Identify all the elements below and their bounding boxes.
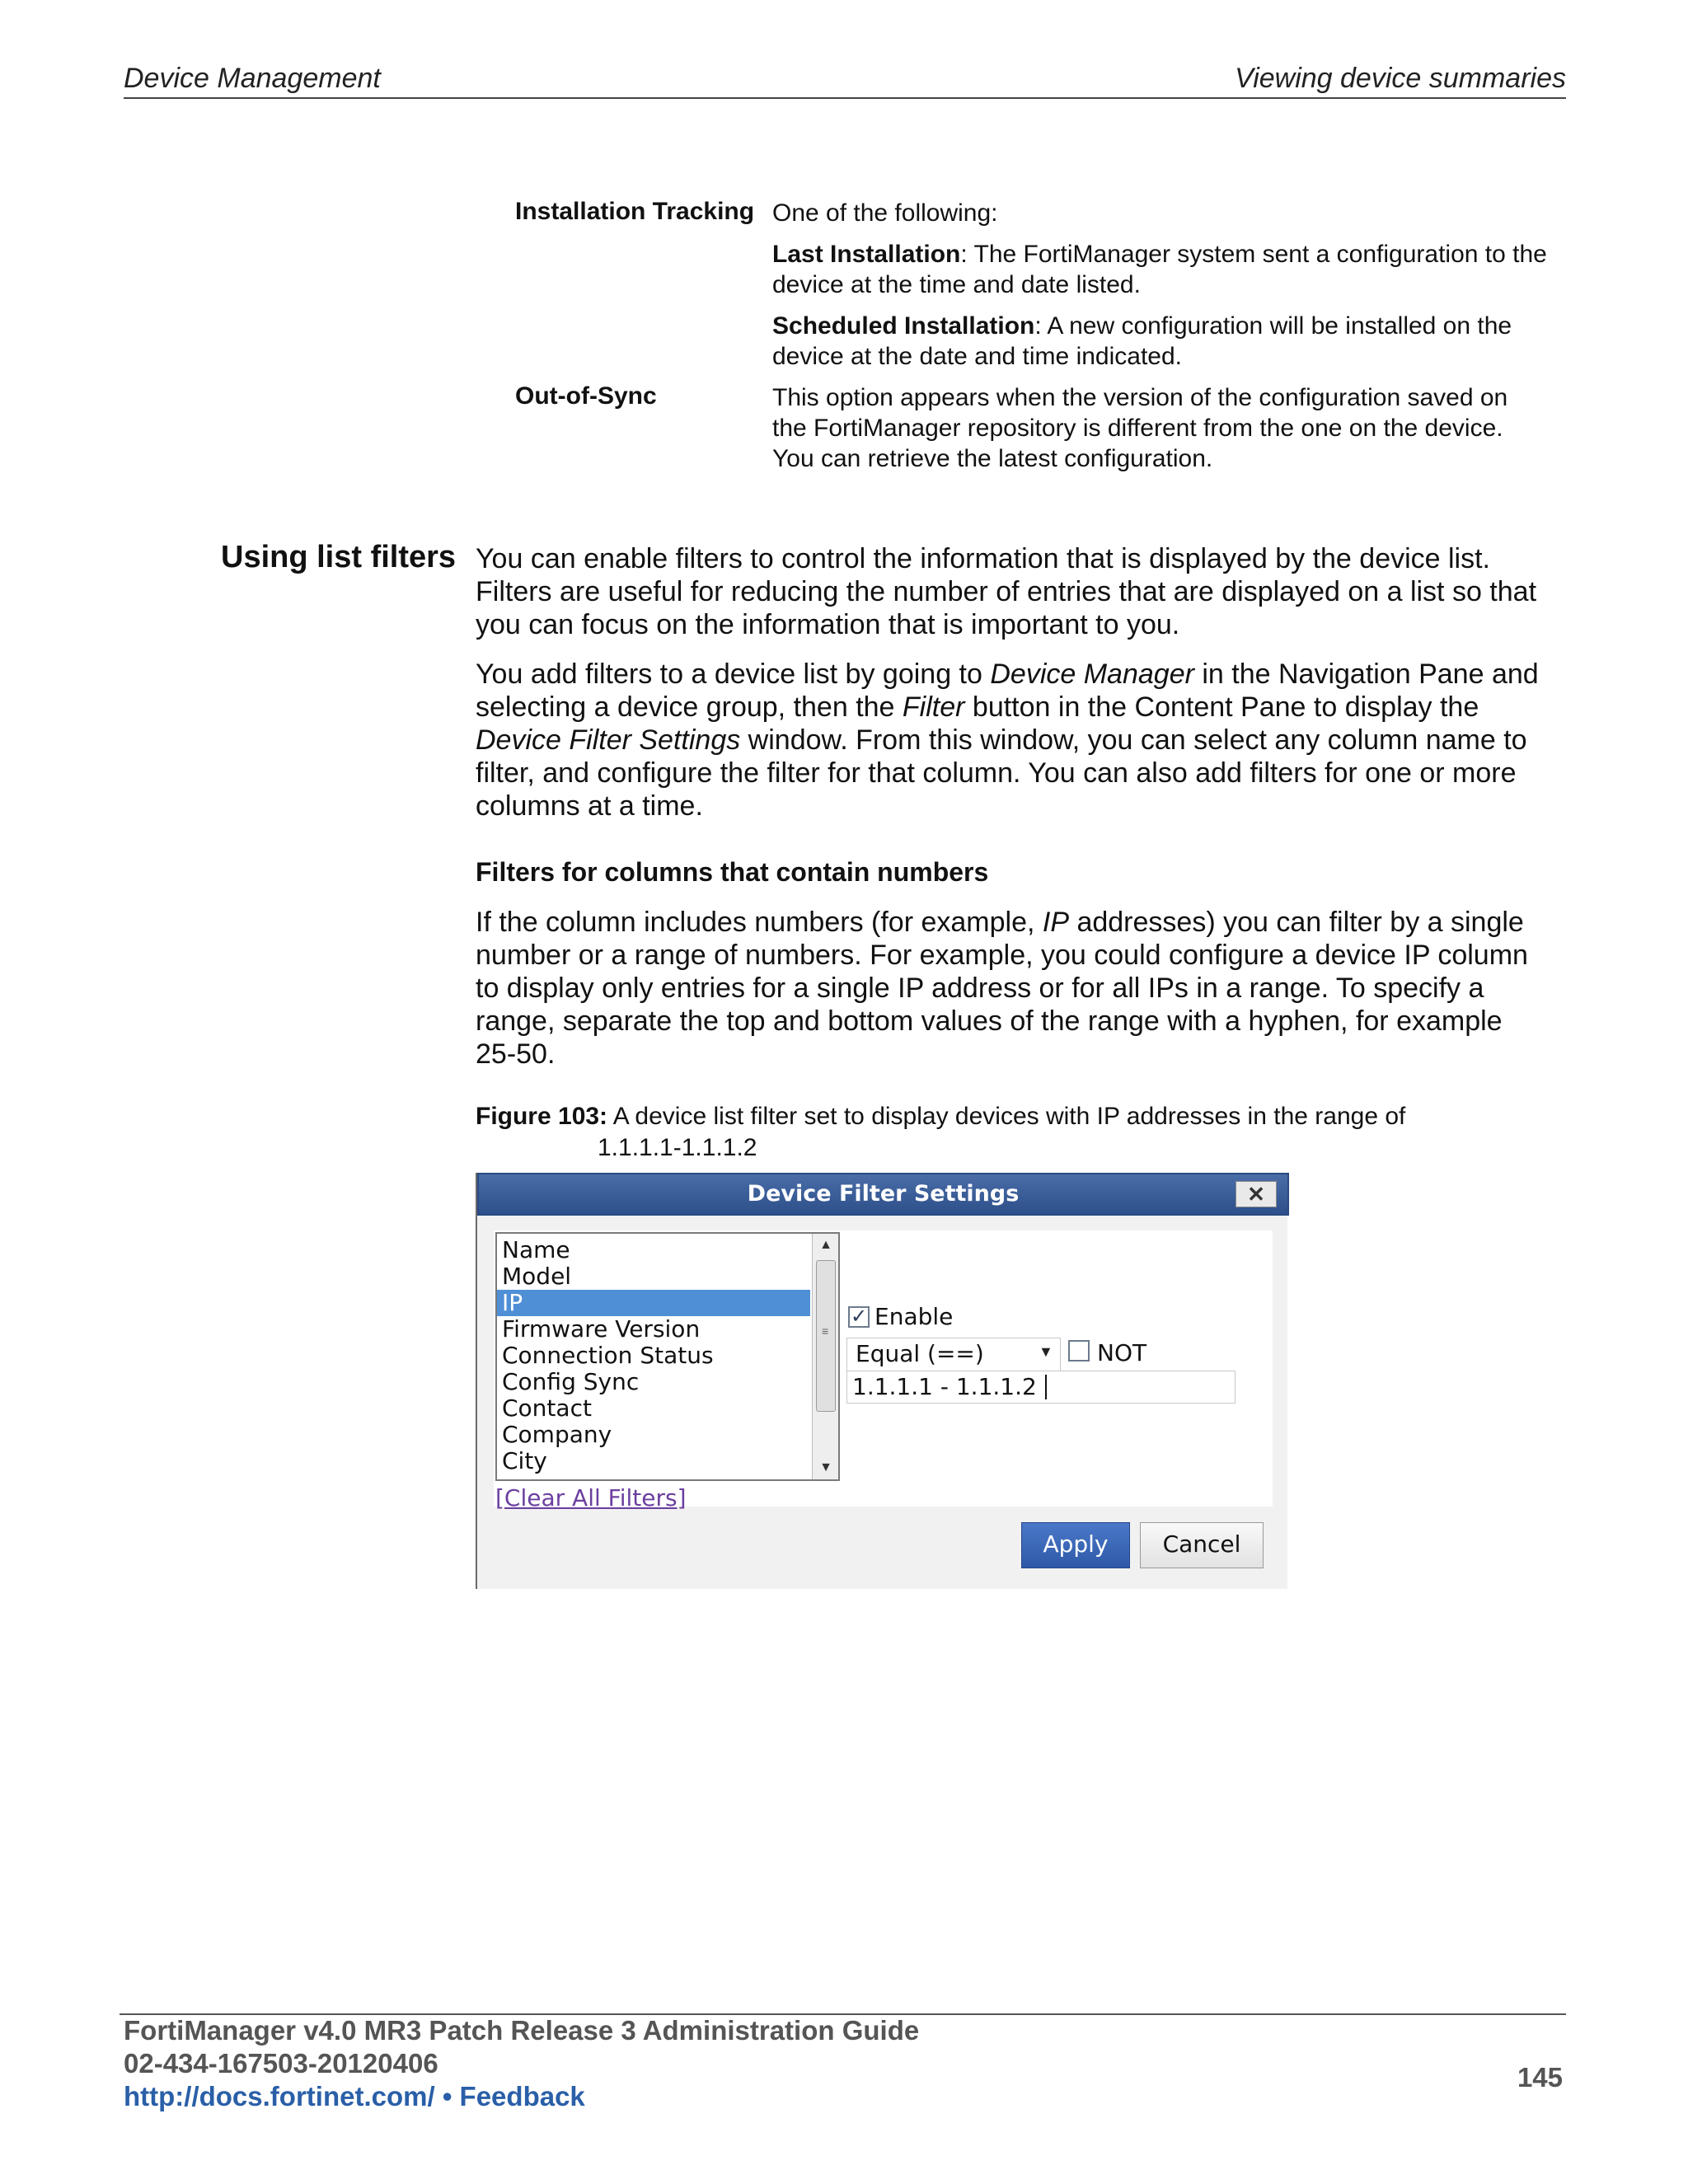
column-option-name[interactable]: Name	[502, 1236, 570, 1263]
header-rule	[124, 97, 1566, 99]
scroll-up-icon[interactable]: ▲	[819, 1238, 832, 1252]
clear-all-filters-link[interactable]: [Clear All Filters]	[495, 1484, 687, 1511]
operator-value: Equal (==)	[856, 1340, 984, 1367]
enable-checkbox[interactable]	[848, 1306, 870, 1328]
figure-caption-line2: 1.1.1.1-1.1.1.2	[598, 1134, 757, 1161]
feedback-link[interactable]: Feedback	[459, 2081, 585, 2111]
p2-filter: Filter	[902, 691, 965, 723]
docs-link[interactable]: http://docs.fortinet.com/	[124, 2081, 435, 2111]
footer-doc-id: 02-434-167503-20120406	[124, 2048, 438, 2079]
p2-t1: You add filters to a device list by going to	[476, 658, 991, 690]
chevron-down-icon: ▼	[1039, 1343, 1053, 1360]
figure-caption	[476, 1101, 1547, 1164]
column-option-contact[interactable]: Contact	[502, 1394, 592, 1422]
checkmark-icon: ✓	[850, 1305, 868, 1328]
device-filter-settings-dialog	[476, 1173, 1287, 1589]
p2-t3: button in the Content Pane to display the	[964, 691, 1479, 723]
enable-label: Enable	[874, 1303, 954, 1330]
def-scheduled-installation-label: Scheduled Installation	[772, 312, 1035, 340]
p3-t2: addresses) you can filter by a single number or a range of numbers. For example, you could configure a device IP column to display only entries for a single IP address or for all IPs in a range. To specify a range, separate the top and bottom values of the range with a hyphen, for example 25-50.	[476, 907, 1528, 1070]
cancel-button[interactable]: Cancel	[1140, 1522, 1264, 1568]
close-button[interactable]	[1236, 1181, 1277, 1207]
scroll-down-icon[interactable]: ▼	[819, 1460, 832, 1474]
column-option-config-sync[interactable]: Config Sync	[502, 1368, 640, 1395]
filter-value-input[interactable]	[846, 1371, 1236, 1404]
def-last-installation	[772, 239, 1547, 300]
page-number: 145	[1517, 2062, 1563, 2093]
dialog-title: Device Filter Settings	[747, 1181, 1020, 1207]
footer-separator: •	[434, 2081, 460, 2111]
def-last-installation-text: : The FortiManager system sent a configuration to the device at the time and date listed.	[772, 241, 1547, 298]
running-header-left: Device Management	[124, 63, 381, 94]
listbox-scrollbar[interactable]	[812, 1234, 839, 1479]
term-out-of-sync: Out-of-Sync	[515, 382, 657, 410]
apply-button[interactable]: Apply	[1021, 1522, 1130, 1568]
footer-links	[124, 2081, 585, 2112]
subheading: Filters for columns that contain numbers	[476, 857, 989, 887]
grip-icon: ≡	[822, 1324, 829, 1338]
p2-t2: in the Navigation Pane and selecting a device group, then the	[476, 658, 1539, 723]
def-scheduled-installation-text: : A new configuration will be installed on the device at the date and time indicated.	[772, 312, 1512, 370]
not-checkbox[interactable]	[1068, 1340, 1090, 1361]
p2-device-filter-settings: Device Filter Settings	[476, 724, 741, 756]
p3-t1: If the column includes numbers (for example,	[476, 907, 1043, 938]
column-option-city[interactable]: City	[502, 1447, 547, 1474]
column-option-model[interactable]: Model	[502, 1263, 572, 1290]
paragraph-3	[476, 906, 1547, 1071]
def-last-installation-label: Last Installation	[772, 241, 961, 268]
column-listbox[interactable]	[495, 1232, 840, 1481]
p2-device-manager: Device Manager	[990, 658, 1194, 690]
column-option-ip[interactable]: IP	[497, 1290, 810, 1316]
running-header-right: Viewing device summaries	[1235, 63, 1566, 94]
paragraph-2	[476, 658, 1547, 823]
column-option-firmware-version[interactable]: Firmware Version	[502, 1315, 701, 1343]
filter-value-text: 1.1.1.1 - 1.1.1.2	[852, 1373, 1037, 1400]
scrollbar-thumb[interactable]	[816, 1260, 836, 1412]
not-label: NOT	[1097, 1339, 1147, 1366]
section-title: Using list filters	[221, 540, 457, 574]
text-caret	[1045, 1375, 1047, 1399]
p2-t4: window. From this window, you can select any column name to filter, and configure the filter for that column. You can also add filters for one or more columns at a time.	[476, 724, 1527, 822]
operator-select[interactable]	[846, 1338, 1061, 1372]
term-installation-tracking: Installation Tracking	[515, 198, 755, 225]
figure-caption-line1: A device list filter set to display devices with IP addresses in the range of	[607, 1103, 1406, 1130]
footer-guide-title: FortiManager v4.0 MR3 Patch Release 3 Administration Guide	[124, 2015, 920, 2046]
p3-ip: IP	[1042, 907, 1069, 938]
def-installation-tracking-intro: One of the following:	[772, 199, 998, 227]
paragraph-1: You can enable filters to control the information that is displayed by the device list. Filters are useful for reducing the number of entries that are displayed on a list so that you can focus on the information that is important to you.	[476, 543, 1537, 640]
def-out-of-sync: This option appears when the version of the configuration saved on the FortiManager repository is different from the one on the device. You can retrieve the latest configuration.	[772, 384, 1508, 472]
close-icon: ✕	[1247, 1182, 1265, 1207]
figure-label: Figure 103:	[476, 1103, 608, 1130]
column-option-connection-status[interactable]: Connection Status	[502, 1342, 714, 1369]
column-option-company[interactable]: Company	[502, 1421, 612, 1448]
def-scheduled-installation	[772, 311, 1547, 372]
